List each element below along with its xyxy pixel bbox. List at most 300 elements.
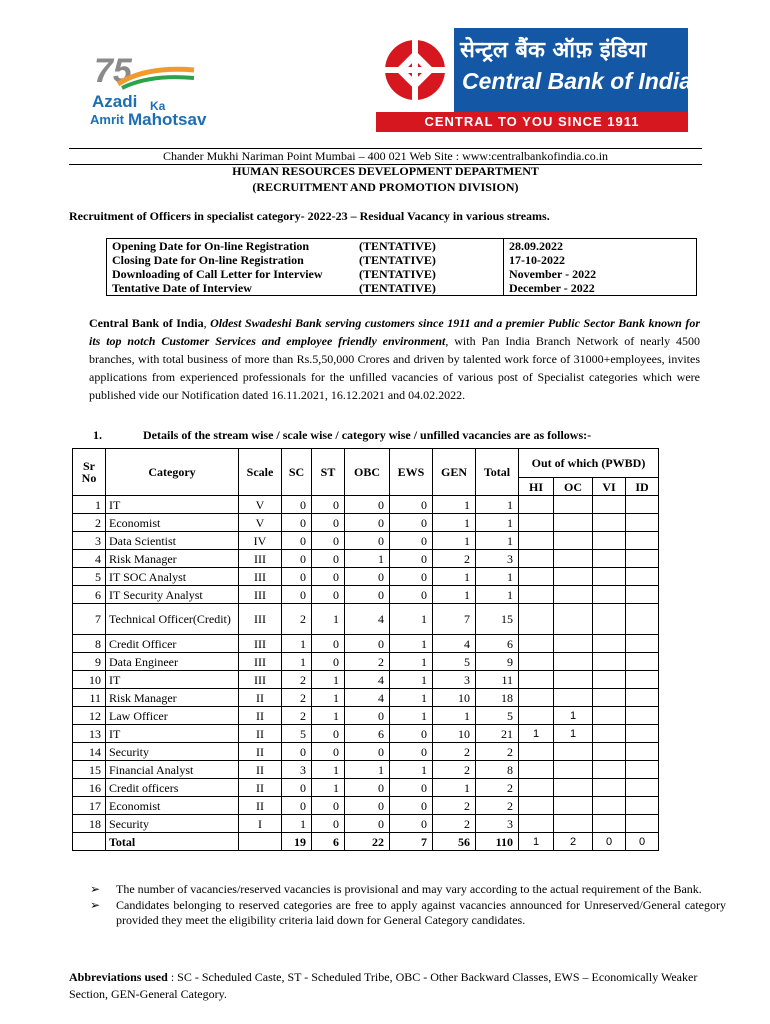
table-row bbox=[73, 514, 659, 532]
sc-cell: 0 bbox=[282, 532, 312, 550]
hi-cell bbox=[519, 550, 554, 568]
vi-cell bbox=[593, 779, 626, 797]
ews-cell: 0 bbox=[390, 514, 433, 532]
sc-cell: 1 bbox=[282, 815, 312, 833]
category-cell: Law Officer bbox=[106, 707, 239, 725]
sr-cell: 13 bbox=[73, 725, 106, 743]
sr-cell: 10 bbox=[73, 671, 106, 689]
section-title: Details of the stream wise / scale wise / category wise / unfilled vacancies are as follows:- bbox=[143, 428, 592, 442]
vi-cell bbox=[593, 725, 626, 743]
total-obc: 22 bbox=[345, 833, 390, 851]
sc-cell: 0 bbox=[282, 514, 312, 532]
sr-cell: 14 bbox=[73, 743, 106, 761]
table-row bbox=[73, 743, 659, 761]
vi-cell bbox=[593, 743, 626, 761]
hi-cell bbox=[519, 653, 554, 671]
total-cell: 2 bbox=[476, 797, 519, 815]
vi-cell bbox=[593, 568, 626, 586]
total-row bbox=[73, 833, 659, 851]
vacancy-table bbox=[72, 448, 659, 851]
sc-cell: 3 bbox=[282, 761, 312, 779]
hi-cell bbox=[519, 586, 554, 604]
abbreviations-text: : SC - Scheduled Caste, ST - Scheduled Tribe, OBC - Other Backward Classes, EWS – Economically Weaker Section, GEN-General Category. bbox=[69, 970, 698, 1001]
id-cell bbox=[626, 761, 659, 779]
oc-cell: 1 bbox=[554, 725, 593, 743]
id-cell bbox=[626, 743, 659, 761]
col-hi: HI bbox=[519, 478, 554, 496]
oc-cell bbox=[554, 496, 593, 514]
sr-cell: 5 bbox=[73, 568, 106, 586]
flag-swoosh-icon bbox=[116, 64, 196, 90]
vi-cell bbox=[593, 671, 626, 689]
category-cell: Security bbox=[106, 743, 239, 761]
hi-cell bbox=[519, 689, 554, 707]
scale-cell: III bbox=[239, 671, 282, 689]
obc-cell: 6 bbox=[345, 725, 390, 743]
obc-cell: 4 bbox=[345, 671, 390, 689]
department-title: HUMAN RESOURCES DEVELOPMENT DEPARTMENT bbox=[232, 164, 539, 178]
hi-cell bbox=[519, 604, 554, 635]
schedule-date: November - 2022 bbox=[504, 267, 697, 281]
arrow-bullet-icon: ➢ bbox=[90, 898, 101, 912]
gen-cell: 7 bbox=[433, 604, 476, 635]
gen-cell: 3 bbox=[433, 671, 476, 689]
schedule-label: Opening Date for On-line Registration bbox=[112, 239, 310, 253]
vi-cell bbox=[593, 586, 626, 604]
id-cell bbox=[626, 568, 659, 586]
schedule-row bbox=[107, 253, 697, 267]
category-cell: Data Scientist bbox=[106, 532, 239, 550]
intro-bank-name: Central Bank of India bbox=[89, 316, 204, 330]
sc-cell: 2 bbox=[282, 671, 312, 689]
schedule-label: Downloading of Call Letter for Interview bbox=[112, 267, 323, 281]
schedule-label: Tentative Date of Interview bbox=[112, 281, 252, 295]
sr-cell: 11 bbox=[73, 689, 106, 707]
total-cell: 11 bbox=[476, 671, 519, 689]
sr-cell: 16 bbox=[73, 779, 106, 797]
arrow-bullet-icon: ➢ bbox=[90, 882, 101, 896]
schedule-label-cell bbox=[107, 267, 504, 281]
vi-cell bbox=[593, 653, 626, 671]
category-cell: Financial Analyst bbox=[106, 761, 239, 779]
category-cell: IT SOC Analyst bbox=[106, 568, 239, 586]
table-row bbox=[73, 671, 659, 689]
ews-cell: 1 bbox=[390, 689, 433, 707]
hi-cell bbox=[519, 797, 554, 815]
total-vi: 0 bbox=[593, 833, 626, 851]
sr-cell: 12 bbox=[73, 707, 106, 725]
total-cell: 3 bbox=[476, 815, 519, 833]
abbreviations-label: Abbreviations used bbox=[69, 970, 168, 984]
hi-cell bbox=[519, 635, 554, 653]
oc-cell bbox=[554, 797, 593, 815]
azadi-ka-amrit-mahotsav-logo bbox=[86, 52, 206, 132]
total-cell: 2 bbox=[476, 743, 519, 761]
sr-cell: 7 bbox=[73, 604, 106, 635]
gen-cell: 1 bbox=[433, 586, 476, 604]
ews-cell: 1 bbox=[390, 635, 433, 653]
gen-cell: 2 bbox=[433, 743, 476, 761]
table-row bbox=[73, 815, 659, 833]
schedule-row bbox=[107, 239, 697, 254]
category-cell: Credit Officer bbox=[106, 635, 239, 653]
table-row bbox=[73, 797, 659, 815]
total-cell: 18 bbox=[476, 689, 519, 707]
obc-cell: 1 bbox=[345, 550, 390, 568]
gen-cell: 5 bbox=[433, 653, 476, 671]
total-st: 6 bbox=[312, 833, 345, 851]
ews-cell: 1 bbox=[390, 653, 433, 671]
col-sr-no: Sr No bbox=[73, 449, 106, 496]
intro-body: , with Pan India Branch Network of nearly 4500 branches, with total business of more than Rs.5,50,000 Crores and driven by talented work force of 31000+employees, invites applications from experienced professionals for the unfilled vacancies of various post of Specialist categories which were published vide our Notification dated 16.11.2021, 16.12.2021 and 04.02.2022. bbox=[89, 334, 700, 402]
total-cell: 5 bbox=[476, 707, 519, 725]
id-cell bbox=[626, 689, 659, 707]
sr-cell: 6 bbox=[73, 586, 106, 604]
division-title: (RECRUITMENT AND PROMOTION DIVISION) bbox=[252, 180, 519, 194]
col-vi: VI bbox=[593, 478, 626, 496]
category-cell: Credit officers bbox=[106, 779, 239, 797]
ews-cell: 0 bbox=[390, 532, 433, 550]
sr-cell: 9 bbox=[73, 653, 106, 671]
vi-cell bbox=[593, 797, 626, 815]
scale-cell: II bbox=[239, 797, 282, 815]
vi-cell bbox=[593, 689, 626, 707]
bank-emblem-icon bbox=[376, 28, 454, 112]
total-sc: 19 bbox=[282, 833, 312, 851]
gen-cell: 10 bbox=[433, 689, 476, 707]
total-id: 0 bbox=[626, 833, 659, 851]
schedule-date: 17-10-2022 bbox=[504, 253, 697, 267]
obc-cell: 0 bbox=[345, 779, 390, 797]
total-oc: 2 bbox=[554, 833, 593, 851]
table-row bbox=[73, 550, 659, 568]
ews-cell: 1 bbox=[390, 604, 433, 635]
gen-cell: 2 bbox=[433, 550, 476, 568]
id-cell bbox=[626, 707, 659, 725]
id-cell bbox=[626, 514, 659, 532]
gen-cell: 2 bbox=[433, 761, 476, 779]
category-cell: IT Security Analyst bbox=[106, 586, 239, 604]
gen-cell: 1 bbox=[433, 779, 476, 797]
logo-azadi: Azadi bbox=[92, 92, 138, 111]
table-row bbox=[73, 725, 659, 743]
vi-cell bbox=[593, 815, 626, 833]
col-gen: GEN bbox=[433, 449, 476, 496]
total-hi: 1 bbox=[519, 833, 554, 851]
schedule-note: (TENTATIVE) bbox=[359, 267, 436, 281]
st-cell: 0 bbox=[312, 653, 345, 671]
st-cell: 0 bbox=[312, 496, 345, 514]
bank-name-english: Central Bank of India bbox=[462, 68, 693, 94]
central-bank-logo bbox=[376, 28, 693, 132]
total-cell: 8 bbox=[476, 761, 519, 779]
sr-cell: 17 bbox=[73, 797, 106, 815]
id-cell bbox=[626, 532, 659, 550]
scale-cell: II bbox=[239, 761, 282, 779]
obc-cell: 0 bbox=[345, 586, 390, 604]
total-sr-cell bbox=[73, 833, 106, 851]
hi-cell bbox=[519, 815, 554, 833]
id-cell bbox=[626, 797, 659, 815]
category-cell: Economist bbox=[106, 797, 239, 815]
sr-cell: 4 bbox=[73, 550, 106, 568]
ews-cell: 0 bbox=[390, 743, 433, 761]
hi-cell bbox=[519, 779, 554, 797]
col-ews: EWS bbox=[390, 449, 433, 496]
total-scale-cell bbox=[239, 833, 282, 851]
logo-amrit: Amrit bbox=[90, 112, 124, 127]
sc-cell: 0 bbox=[282, 496, 312, 514]
total-cell: 1 bbox=[476, 586, 519, 604]
id-cell bbox=[626, 604, 659, 635]
notes-list bbox=[90, 882, 726, 929]
total-ews: 7 bbox=[390, 833, 433, 851]
id-cell bbox=[626, 635, 659, 653]
col-id: ID bbox=[626, 478, 659, 496]
ews-cell: 1 bbox=[390, 761, 433, 779]
table-row bbox=[73, 761, 659, 779]
sc-cell: 0 bbox=[282, 550, 312, 568]
sc-cell: 2 bbox=[282, 689, 312, 707]
table-row bbox=[73, 586, 659, 604]
ews-cell: 0 bbox=[390, 815, 433, 833]
id-cell bbox=[626, 653, 659, 671]
ews-cell: 0 bbox=[390, 779, 433, 797]
total-cell: 15 bbox=[476, 604, 519, 635]
st-cell: 0 bbox=[312, 568, 345, 586]
ews-cell: 0 bbox=[390, 550, 433, 568]
total-cell: 1 bbox=[476, 532, 519, 550]
schedule-date: December - 2022 bbox=[504, 281, 697, 296]
address-line: Chander Mukhi Nariman Point Mumbai – 400 021 Web Site : www:centralbankofindia.co.in bbox=[162, 149, 609, 163]
note-item bbox=[90, 898, 726, 928]
table-row bbox=[73, 707, 659, 725]
gen-cell: 4 bbox=[433, 635, 476, 653]
id-cell bbox=[626, 586, 659, 604]
scale-cell: IV bbox=[239, 532, 282, 550]
st-cell: 0 bbox=[312, 743, 345, 761]
sc-cell: 2 bbox=[282, 604, 312, 635]
vi-cell bbox=[593, 635, 626, 653]
gen-cell: 1 bbox=[433, 496, 476, 514]
col-category: Category bbox=[106, 449, 239, 496]
oc-cell bbox=[554, 743, 593, 761]
table-row bbox=[73, 496, 659, 514]
section-number: 1. bbox=[93, 428, 102, 442]
vi-cell bbox=[593, 707, 626, 725]
st-cell: 0 bbox=[312, 586, 345, 604]
ews-cell: 1 bbox=[390, 671, 433, 689]
sc-cell: 1 bbox=[282, 635, 312, 653]
obc-cell: 0 bbox=[345, 707, 390, 725]
col-st: ST bbox=[312, 449, 345, 496]
schedule-label-cell bbox=[107, 239, 504, 254]
vi-cell bbox=[593, 532, 626, 550]
total-cell: 9 bbox=[476, 653, 519, 671]
obc-cell: 4 bbox=[345, 604, 390, 635]
oc-cell bbox=[554, 761, 593, 779]
intro-tagline: Oldest Swadeshi Bank serving customers since 1911 and a premier Public Sector Bank known for its top notch Customer Services and employee friendly environment bbox=[89, 316, 701, 348]
obc-cell: 0 bbox=[345, 532, 390, 550]
logo-75: 75 bbox=[94, 52, 132, 90]
st-cell: 1 bbox=[312, 671, 345, 689]
gen-cell: 1 bbox=[433, 514, 476, 532]
intro-paragraph: Central Bank of India, Oldest Swadeshi Bank serving customers since 1911 and a premier Public Sector Bank known for its top notch Customer Services and employee friendly environment, with Pan India Branch Network of nearly 4500 branches, with total business of more than Rs.5,50,000 Crores and driven by talented work force of 31000+employees, invites applications from experienced professionals for the unfilled vacancies of various post of Specialist categories which were published vide our Notification dated 16.11.2021, 16.12.2021 and 04.02.2022. bbox=[89, 316, 701, 402]
category-cell: Risk Manager bbox=[106, 689, 239, 707]
oc-cell bbox=[554, 779, 593, 797]
note-item bbox=[90, 882, 726, 897]
ews-cell: 0 bbox=[390, 496, 433, 514]
total-cell: 6 bbox=[476, 635, 519, 653]
st-cell: 1 bbox=[312, 779, 345, 797]
sc-cell: 1 bbox=[282, 653, 312, 671]
obc-cell: 1 bbox=[345, 761, 390, 779]
table-row bbox=[73, 689, 659, 707]
schedule-row bbox=[107, 267, 697, 281]
obc-cell: 2 bbox=[345, 653, 390, 671]
scale-cell: III bbox=[239, 604, 282, 635]
gen-cell: 1 bbox=[433, 532, 476, 550]
schedule-row bbox=[107, 281, 697, 296]
table-row bbox=[73, 568, 659, 586]
ews-cell: 0 bbox=[390, 725, 433, 743]
oc-cell bbox=[554, 514, 593, 532]
obc-cell: 0 bbox=[345, 496, 390, 514]
oc-cell bbox=[554, 671, 593, 689]
sr-cell: 18 bbox=[73, 815, 106, 833]
scale-cell: II bbox=[239, 779, 282, 797]
ews-cell: 0 bbox=[390, 568, 433, 586]
ews-cell: 1 bbox=[390, 707, 433, 725]
category-cell: IT bbox=[106, 671, 239, 689]
id-cell bbox=[626, 550, 659, 568]
sc-cell: 0 bbox=[282, 797, 312, 815]
scale-cell: III bbox=[239, 653, 282, 671]
st-cell: 0 bbox=[312, 532, 345, 550]
category-cell: Risk Manager bbox=[106, 550, 239, 568]
gen-cell: 2 bbox=[433, 797, 476, 815]
col-oc: OC bbox=[554, 478, 593, 496]
scale-cell: II bbox=[239, 743, 282, 761]
st-cell: 0 bbox=[312, 635, 345, 653]
total-cell: 21 bbox=[476, 725, 519, 743]
schedule-date: 28.09.2022 bbox=[504, 239, 697, 254]
st-cell: 0 bbox=[312, 797, 345, 815]
oc-cell bbox=[554, 532, 593, 550]
st-cell: 0 bbox=[312, 725, 345, 743]
category-cell: Technical Officer(Credit) bbox=[106, 604, 239, 635]
col-pwbd: Out of which (PWBD) bbox=[519, 449, 659, 478]
hi-cell bbox=[519, 568, 554, 586]
sc-cell: 0 bbox=[282, 586, 312, 604]
oc-cell bbox=[554, 550, 593, 568]
logo-ka: Ka bbox=[150, 99, 166, 113]
schedule-note: (TENTATIVE) bbox=[359, 281, 436, 295]
abbreviations bbox=[69, 969, 729, 1003]
oc-cell bbox=[554, 586, 593, 604]
schedule-label-cell bbox=[107, 281, 504, 296]
scale-cell: III bbox=[239, 550, 282, 568]
obc-cell: 0 bbox=[345, 743, 390, 761]
obc-cell: 0 bbox=[345, 797, 390, 815]
oc-cell bbox=[554, 689, 593, 707]
hi-cell bbox=[519, 743, 554, 761]
sr-cell: 15 bbox=[73, 761, 106, 779]
hi-cell bbox=[519, 707, 554, 725]
col-sc: SC bbox=[282, 449, 312, 496]
st-cell: 1 bbox=[312, 604, 345, 635]
hi-cell bbox=[519, 532, 554, 550]
sc-cell: 0 bbox=[282, 779, 312, 797]
st-cell: 0 bbox=[312, 514, 345, 532]
total-label: Total bbox=[106, 833, 239, 851]
id-cell bbox=[626, 725, 659, 743]
vi-cell bbox=[593, 604, 626, 635]
bank-name-hindi: सेन्ट्रल बैंक ऑफ़ इंडिया bbox=[460, 38, 647, 63]
sr-cell: 1 bbox=[73, 496, 106, 514]
st-cell: 1 bbox=[312, 689, 345, 707]
total-cell: 3 bbox=[476, 550, 519, 568]
st-cell: 0 bbox=[312, 550, 345, 568]
scale-cell: II bbox=[239, 707, 282, 725]
scale-cell: III bbox=[239, 568, 282, 586]
note-text: Candidates belonging to reserved categories are free to apply against vacancies announced for Unreserved/General category provided they meet the eligibility criteria laid down for General Category candidates. bbox=[116, 898, 726, 927]
sc-cell: 0 bbox=[282, 743, 312, 761]
scale-cell: III bbox=[239, 586, 282, 604]
oc-cell bbox=[554, 568, 593, 586]
ews-cell: 0 bbox=[390, 586, 433, 604]
hi-cell: 1 bbox=[519, 725, 554, 743]
obc-cell: 0 bbox=[345, 514, 390, 532]
vi-cell bbox=[593, 761, 626, 779]
gen-cell: 1 bbox=[433, 568, 476, 586]
sr-cell: 8 bbox=[73, 635, 106, 653]
vi-cell bbox=[593, 550, 626, 568]
st-cell: 1 bbox=[312, 707, 345, 725]
col-total: Total bbox=[476, 449, 519, 496]
gen-cell: 1 bbox=[433, 707, 476, 725]
sr-cell: 3 bbox=[73, 532, 106, 550]
id-cell bbox=[626, 815, 659, 833]
scale-cell: III bbox=[239, 635, 282, 653]
category-cell: Economist bbox=[106, 514, 239, 532]
table-row bbox=[73, 635, 659, 653]
obc-cell: 0 bbox=[345, 635, 390, 653]
sc-cell: 2 bbox=[282, 707, 312, 725]
obc-cell: 4 bbox=[345, 689, 390, 707]
total-cell: 2 bbox=[476, 779, 519, 797]
hi-cell bbox=[519, 761, 554, 779]
logo-mahotsav: Mahotsav bbox=[128, 110, 207, 129]
category-cell: IT bbox=[106, 496, 239, 514]
oc-cell: 1 bbox=[554, 707, 593, 725]
col-scale: Scale bbox=[239, 449, 282, 496]
schedule-note: (TENTATIVE) bbox=[359, 253, 436, 267]
oc-cell bbox=[554, 815, 593, 833]
scale-cell: V bbox=[239, 496, 282, 514]
schedule-table bbox=[106, 238, 697, 296]
scale-cell: II bbox=[239, 725, 282, 743]
category-cell: Data Engineer bbox=[106, 653, 239, 671]
table-row bbox=[73, 604, 659, 635]
scale-cell: I bbox=[239, 815, 282, 833]
hi-cell bbox=[519, 671, 554, 689]
gen-cell: 2 bbox=[433, 815, 476, 833]
col-obc: OBC bbox=[345, 449, 390, 496]
schedule-label-cell bbox=[107, 253, 504, 267]
obc-cell: 0 bbox=[345, 815, 390, 833]
sr-cell: 2 bbox=[73, 514, 106, 532]
